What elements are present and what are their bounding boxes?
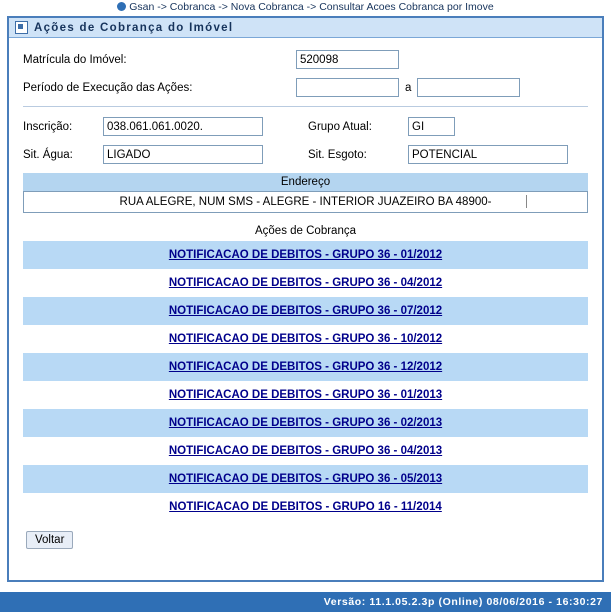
voltar-button[interactable]: Voltar [26,531,73,549]
acao-link[interactable]: NOTIFICACAO DE DEBITOS - GRUPO 36 - 10/2012 [168,333,443,345]
inscricao-grupo-row [23,117,588,136]
periodo-label: Período de Execução das Ações: [23,81,193,94]
imovel-details [9,117,602,164]
window-content [9,38,602,549]
list-item[interactable] [23,297,588,325]
inscricao-field [103,117,263,136]
grupo-atual-label: Grupo Atual: [308,120,372,133]
sit-agua-label: Sit. Água: [23,148,73,161]
sit-esgoto-label: Sit. Esgoto: [308,148,367,161]
periodo-inicio-input[interactable] [296,78,399,97]
list-item[interactable] [23,269,588,297]
list-item[interactable] [23,493,588,521]
breadcrumb [0,0,611,14]
page-title: Ações de Cobrança do Imóvel [34,21,234,34]
inscricao-label: Inscrição: [23,120,73,133]
sit-esgoto-field [408,145,568,164]
list-item[interactable] [23,381,588,409]
acao-link[interactable]: NOTIFICACAO DE DEBITOS - GRUPO 36 - 01/2013 [168,389,443,401]
matricula-row [23,50,588,69]
acao-link[interactable]: NOTIFICACAO DE DEBITOS - GRUPO 36 - 05/2013 [168,473,443,485]
periodo-separator: a [405,81,412,94]
acao-link[interactable]: NOTIFICACAO DE DEBITOS - GRUPO 36 - 04/2012 [168,277,443,289]
main-window [7,16,604,582]
list-item[interactable] [23,465,588,493]
text-caret [526,195,527,208]
breadcrumb-text: Gsan -> Cobranca -> Nova Cobranca -> Consultar Acoes Cobranca por Imove [129,1,494,13]
search-form [9,38,602,97]
globe-icon [117,2,126,11]
acoes-list [23,241,588,521]
list-item[interactable] [23,437,588,465]
divider [23,106,588,107]
list-item[interactable] [23,353,588,381]
acoes-header: Ações de Cobrança [254,225,356,237]
acao-link[interactable]: NOTIFICACAO DE DEBITOS - GRUPO 36 - 01/2012 [168,249,443,261]
agua-esgoto-row [23,145,588,164]
sit-agua-field [103,145,263,164]
endereco-header: Endereço [23,173,588,191]
version-bar: Versão: 11.1.05.2.3p (Online) 08/06/2016 - 16:30:27 [0,592,611,612]
window-icon [15,21,28,34]
acao-link[interactable]: NOTIFICACAO DE DEBITOS - GRUPO 36 - 07/2012 [168,305,443,317]
list-item[interactable] [23,241,588,269]
endereco-field [23,191,588,213]
endereco-text: RUA ALEGRE, NUM SMS - ALEGRE - INTERIOR JUAZEIRO BA 48900- [119,196,492,208]
list-item[interactable] [23,409,588,437]
button-bar [9,521,602,549]
periodo-row [23,78,588,97]
list-item[interactable] [23,325,588,353]
periodo-fim-input[interactable] [417,78,520,97]
acao-link[interactable]: NOTIFICACAO DE DEBITOS - GRUPO 36 - 12/2012 [168,361,443,373]
grupo-atual-field [408,117,455,136]
window-title-bar [9,18,602,38]
acao-link[interactable]: NOTIFICACAO DE DEBITOS - GRUPO 16 - 11/2014 [169,501,442,513]
matricula-input[interactable] [296,50,399,69]
acao-link[interactable]: NOTIFICACAO DE DEBITOS - GRUPO 36 - 02/2013 [168,417,443,429]
acao-link[interactable]: NOTIFICACAO DE DEBITOS - GRUPO 36 - 04/2013 [168,445,443,457]
matricula-label: Matrícula do Imóvel: [23,53,127,66]
